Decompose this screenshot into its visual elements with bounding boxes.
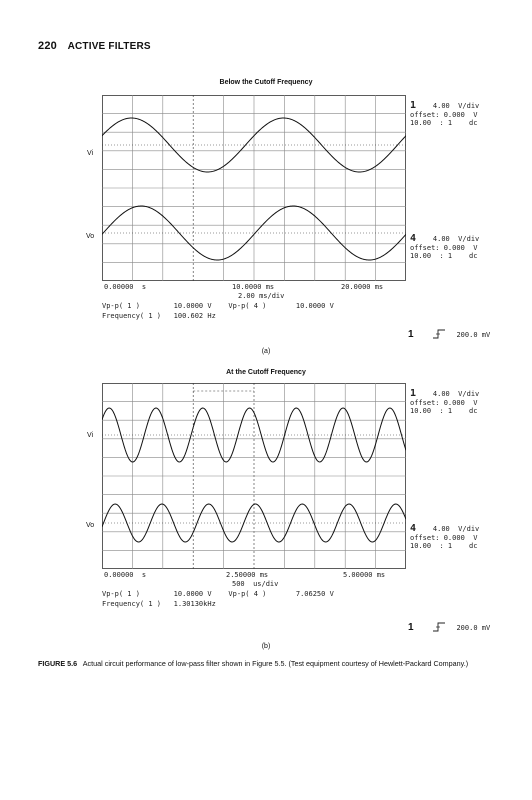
vi-label-b: Vi (87, 432, 94, 439)
ch4-number-b: 4 (410, 523, 417, 534)
time-right-b: 5.00000 ms (343, 571, 386, 579)
trigger-level-a: 200.0 mV (456, 331, 491, 339)
ch1-settings-a (410, 100, 479, 127)
grid-b (102, 383, 406, 569)
time-center-a: 10.0000 ms (232, 283, 275, 291)
ch4-coupling-a: 10.00 : 1 dc (410, 252, 478, 260)
figure-a-title: Below the Cutoff Frequency (219, 79, 313, 86)
ch1-offset-a: offset: 0.000 V (410, 111, 478, 119)
trigger-level-b: 200.0 mV (456, 624, 491, 632)
time-center-b: 2.50000 ms (226, 571, 269, 579)
grid-a (102, 95, 406, 281)
ch1-number-b: 1 (410, 388, 417, 399)
ch1-vdiv-b: 4.00 V/div (432, 390, 480, 398)
trigger-channel-b: 1 (408, 622, 414, 633)
time-left-a: 0.00000 s (104, 283, 147, 291)
figure-b-title: At the Cutoff Frequency (226, 369, 306, 376)
trigger-edge-icon-a (432, 329, 446, 339)
timebase-a: 2.00 ms/div (238, 292, 285, 300)
ch4-number-a: 4 (410, 233, 417, 244)
time-right-a: 20.0000 ms (341, 283, 384, 291)
caption-label: FIGURE 5.6 (38, 659, 78, 668)
ch1-coupling-b: 10.00 : 1 dc (410, 407, 478, 415)
figure-caption (38, 658, 498, 669)
trigger-b (408, 617, 490, 635)
trigger-a (408, 324, 490, 342)
vo-label-a: Vo (86, 233, 95, 240)
scope-screen-b (102, 383, 406, 569)
sublabel-b: (b) (261, 643, 271, 650)
ch4-offset-b: offset: 0.000 V (410, 534, 478, 542)
ch4-coupling-b: 10.00 : 1 dc (410, 542, 478, 550)
timebase-b: 500 us/div (232, 580, 279, 588)
page-number: 220 (38, 40, 57, 52)
ch1-coupling-a: 10.00 : 1 dc (410, 119, 478, 127)
trigger-edge-icon-b (432, 622, 446, 632)
running-title: ACTIVE FILTERS (67, 41, 151, 52)
measurements-row2-a: Frequency( 1 ) 100.602 Hz (102, 312, 216, 320)
measurements-row1-b: Vp-p( 1 ) 10.0000 V Vp-p( 4 ) 7.06250 V (102, 590, 334, 598)
scope-screen-a (102, 95, 406, 281)
ch4-settings-b (410, 523, 479, 550)
time-left-b: 0.00000 s (104, 571, 147, 579)
sublabel-a: (a) (261, 348, 271, 355)
trigger-channel-a: 1 (408, 329, 414, 340)
ch1-offset-b: offset: 0.000 V (410, 399, 478, 407)
ch1-number-a: 1 (410, 100, 417, 111)
ch1-vdiv-a: 4.00 V/div (432, 102, 480, 110)
ch1-settings-b (410, 388, 479, 415)
ch4-settings-a (410, 233, 479, 260)
ch4-vdiv-a: 4.00 V/div (432, 235, 480, 243)
caption-text: Actual circuit performance of low-pass filter shown in Figure 5.5. (Test equipment courtesy of Hewlett-Packard Company.) (82, 659, 469, 668)
vo-label-b: Vo (86, 522, 95, 529)
ch4-vdiv-b: 4.00 V/div (432, 525, 480, 533)
measurements-row1-a: Vp-p( 1 ) 10.0000 V Vp-p( 4 ) 10.0000 V (102, 302, 334, 310)
measurements-row2-b: Frequency( 1 ) 1.30130kHz (102, 600, 216, 608)
page-header (38, 40, 151, 52)
vi-label-a: Vi (87, 150, 94, 157)
ch4-offset-a: offset: 0.000 V (410, 244, 478, 252)
